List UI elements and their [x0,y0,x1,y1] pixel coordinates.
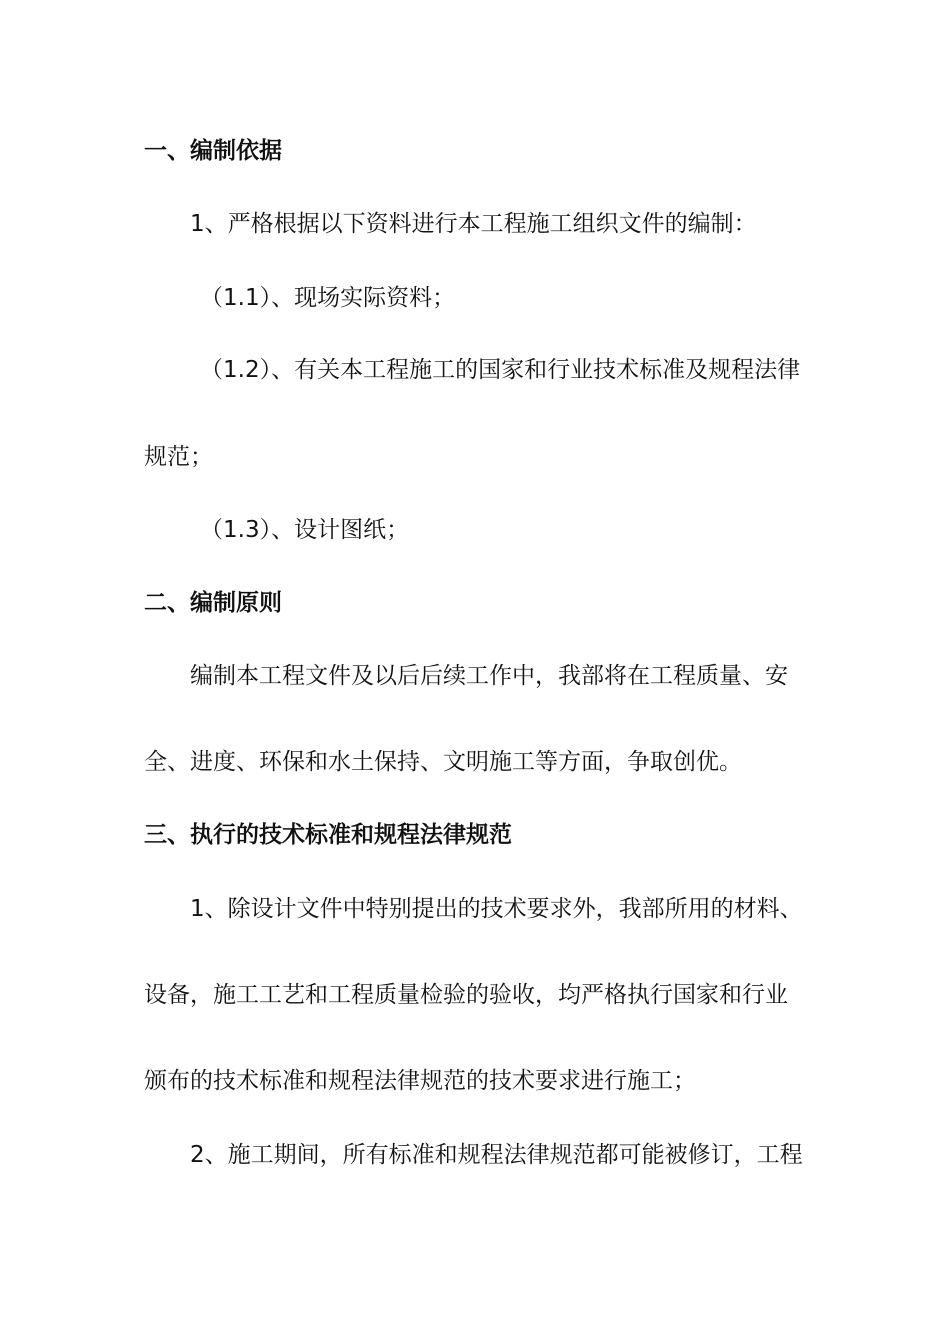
paragraph-line: 全、进度、环保和水土保持、文明施工等方面，争取创优。 [144,749,742,775]
list-item: （1.2）、有关本工程施工的国家和行业技术标准及规程法律 [200,357,801,383]
paragraph-line: 2、施工期间，所有标准和规程法律规范都可能被修订，工程 [190,1142,803,1168]
paragraph-line: 1、除设计文件中特别提出的技术要求外，我部所用的材料、 [190,896,803,922]
paragraph-line: 规范； [144,444,213,470]
section-heading-2: 二、编制原则 [144,590,282,616]
paragraph-line: 设备，施工工艺和工程质量检验的验收，均严格执行国家和行业 [144,982,788,1008]
paragraph-line: 编制本工程文件及以后后续工作中，我部将在工程质量、安 [190,663,788,689]
list-item: （1.3）、设计图纸； [200,517,410,543]
section-heading-3: 三、执行的技术标准和规程法律规范 [144,822,512,848]
list-item: （1.1）、现场实际资料； [200,285,456,311]
section-heading-1: 一、编制依据 [144,138,282,164]
paragraph-line: 1、严格根据以下资料进行本工程施工组织文件的编制： [190,211,757,237]
paragraph-line: 颁布的技术标准和规程法律规范的技术要求进行施工； [144,1068,696,1094]
